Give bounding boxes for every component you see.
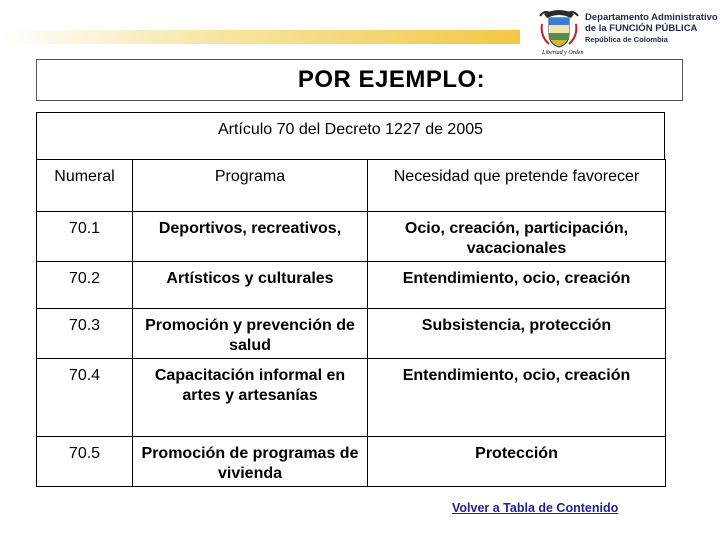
- page-title-box: [36, 59, 683, 101]
- table-row: [37, 212, 666, 262]
- entity-logo: [538, 4, 718, 60]
- cell-numeral: 70.4: [37, 359, 133, 437]
- header-programa: Programa: [133, 160, 368, 212]
- entity-motto: Libertad y Orden: [542, 50, 584, 56]
- cell-necesidad: Protección: [368, 437, 666, 487]
- entity-name: [585, 12, 718, 45]
- table-row: [37, 309, 666, 359]
- cell-necesidad: Entendimiento, ocio, creación: [368, 262, 666, 309]
- entity-name-line1: Departamento Administrativo: [585, 12, 718, 23]
- cell-programa: Promoción de programas de vivienda: [133, 437, 368, 487]
- table-row: [37, 359, 666, 437]
- table-header-row: [37, 160, 666, 212]
- page-title: POR EJEMPLO:: [297, 66, 486, 93]
- cell-programa: Promoción y prevención de salud: [133, 309, 368, 359]
- header-band: [0, 30, 520, 44]
- coat-of-arms-icon: [538, 4, 580, 50]
- back-to-contents-link[interactable]: Volver a Tabla de Contenido: [452, 501, 619, 515]
- table-caption: Artículo 70 del Decreto 1227 de 2005: [36, 112, 665, 159]
- cell-programa: Deportivos, recreativos,: [133, 212, 368, 262]
- cell-programa: Capacitación informal en artes y artesanías: [133, 359, 368, 437]
- header-necesidad: Necesidad que pretende favorecer: [368, 160, 666, 212]
- cell-numeral: 70.1: [37, 212, 133, 262]
- cell-numeral: 70.3: [37, 309, 133, 359]
- cell-numeral: 70.2: [37, 262, 133, 309]
- table-row: [37, 437, 666, 487]
- entity-name-line2: de la FUNCIÓN PÚBLICA: [585, 23, 698, 34]
- programs-table: [36, 159, 666, 487]
- cell-programa: Artísticos y culturales: [133, 262, 368, 309]
- table-row: [37, 262, 666, 309]
- cell-necesidad: Subsistencia, protección: [368, 309, 666, 359]
- entity-name-line3: República de Colombia: [585, 35, 668, 44]
- header-numeral: Numeral: [37, 160, 133, 212]
- cell-necesidad: Ocio, creación, participación, vacacionales: [368, 212, 666, 262]
- cell-necesidad: Entendimiento, ocio, creación: [368, 359, 666, 437]
- cell-numeral: 70.5: [37, 437, 133, 487]
